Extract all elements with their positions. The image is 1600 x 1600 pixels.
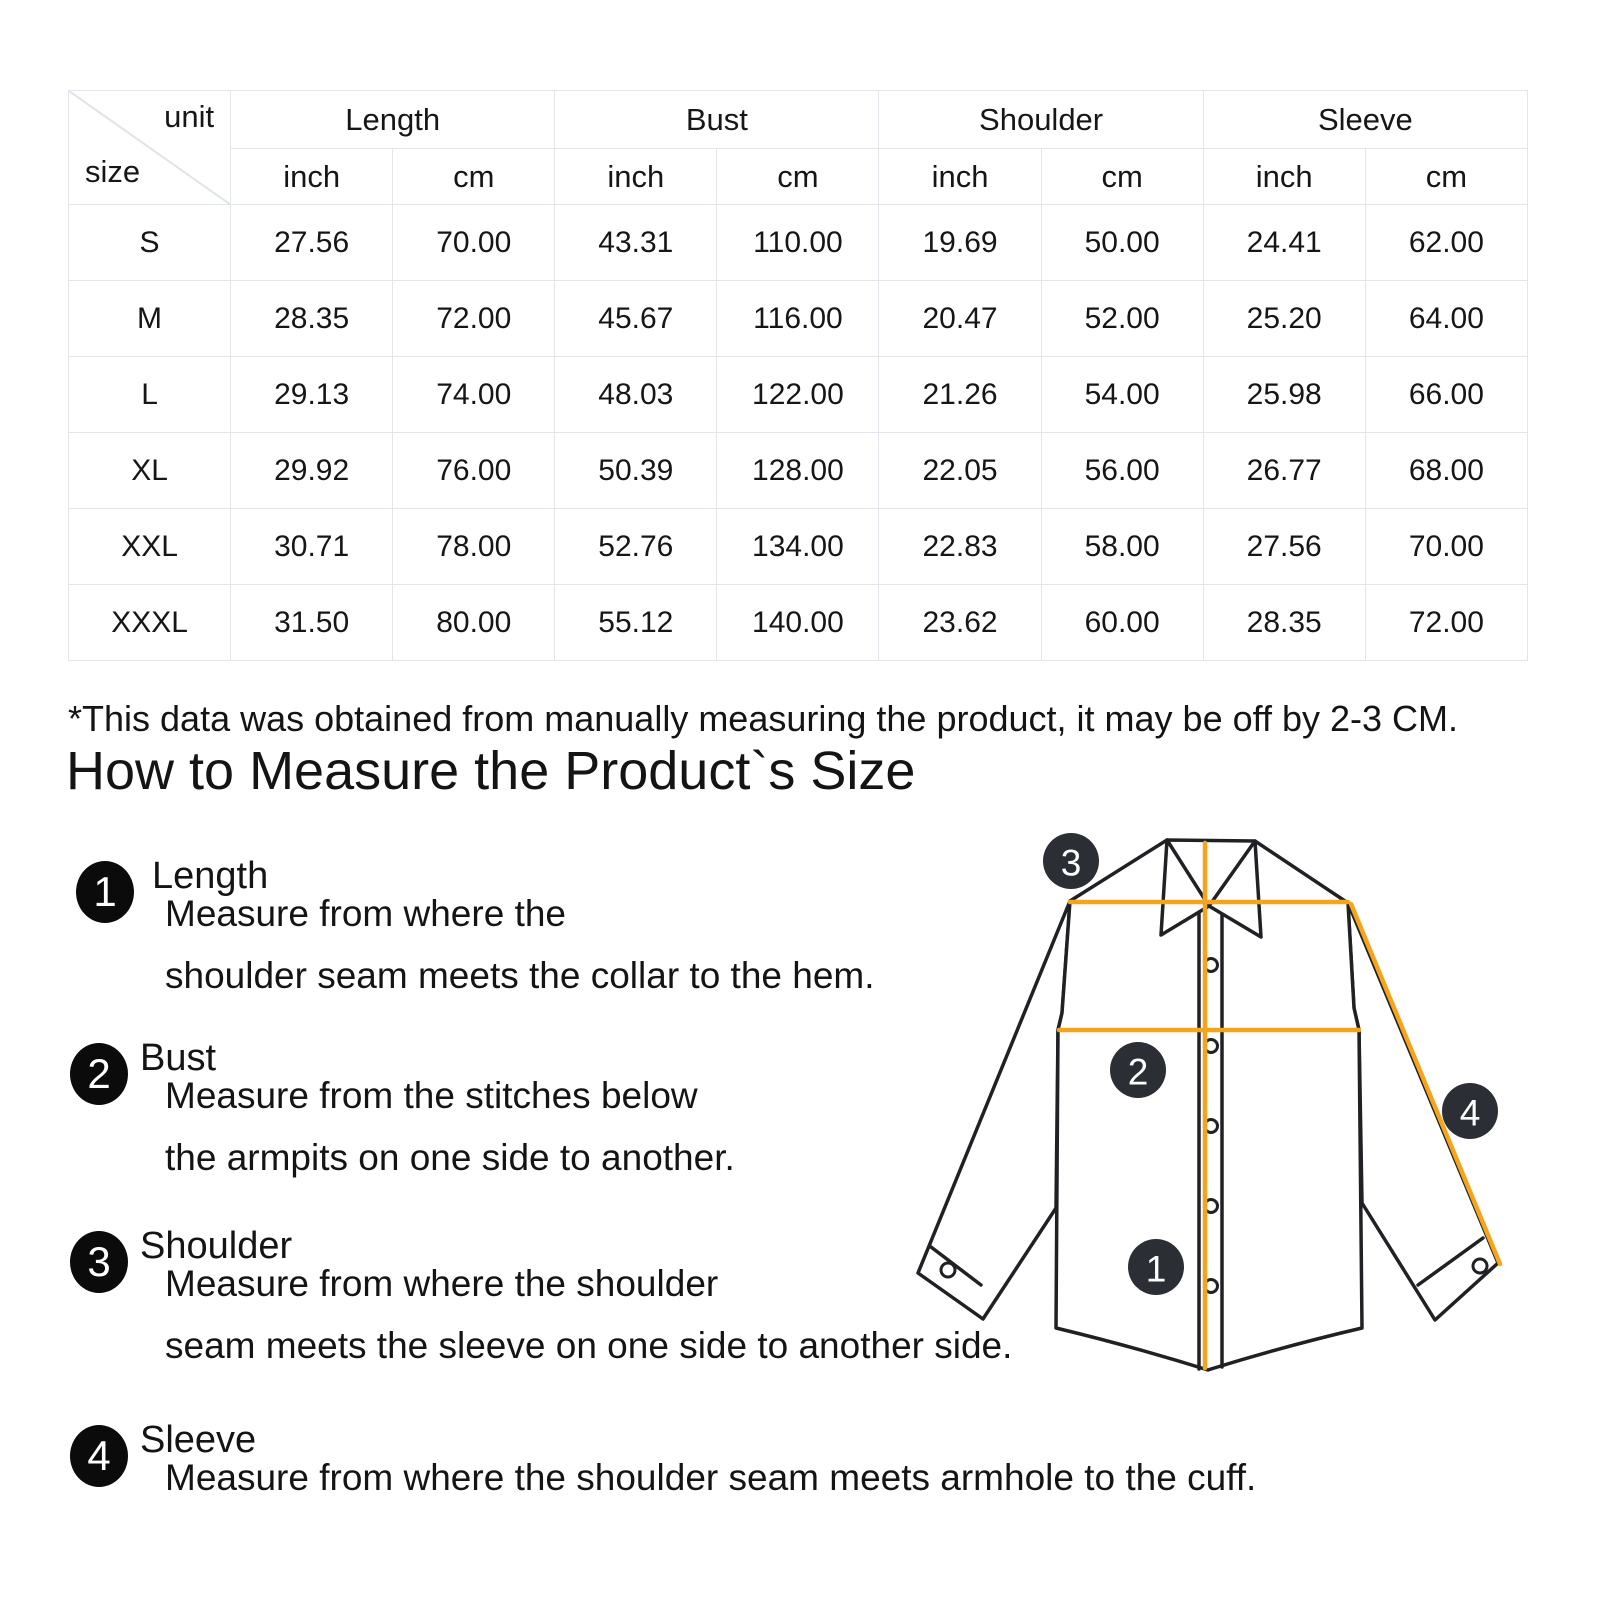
step-3-line-1: Measure from where the shoulder: [165, 1263, 719, 1304]
cell-value: 70.00: [1365, 509, 1527, 585]
cell-value: 62.00: [1365, 205, 1527, 281]
column-group-bust: Bust: [555, 91, 879, 149]
marker-4-number: 4: [1459, 1092, 1481, 1134]
cell-value: 22.05: [879, 433, 1041, 509]
size-label: S: [69, 205, 231, 281]
table-row: [69, 433, 1528, 509]
step-2-badge: [70, 1043, 128, 1105]
table-group-header-row: [69, 91, 1528, 149]
cell-value: 29.92: [231, 433, 393, 509]
step-4-badge: [70, 1425, 128, 1487]
table-unit-header-row: [69, 149, 1528, 205]
cell-value: 80.00: [393, 585, 555, 661]
size-label: L: [69, 357, 231, 433]
right-cuff-button: [1473, 1259, 1487, 1273]
cell-value: 50.00: [1041, 205, 1203, 281]
table-row: [69, 509, 1528, 585]
cell-value: 64.00: [1365, 281, 1527, 357]
cell-value: 60.00: [1041, 585, 1203, 661]
cell-value: 116.00: [717, 281, 879, 357]
cell-value: 68.00: [1365, 433, 1527, 509]
step-number: 1: [93, 868, 117, 915]
cell-value: 122.00: [717, 357, 879, 433]
cell-value: 29.13: [231, 357, 393, 433]
cell-value: 20.47: [879, 281, 1041, 357]
cell-value: 72.00: [1365, 585, 1527, 661]
size-chart-table: [68, 90, 1528, 661]
cell-value: 31.50: [231, 585, 393, 661]
subheader-inch: inch: [879, 149, 1041, 205]
shirt-diagram-svg: [893, 823, 1523, 1389]
cell-value: 24.41: [1203, 205, 1365, 281]
cell-value: 43.31: [555, 205, 717, 281]
step-2-line-1: Measure from the stitches below: [165, 1075, 698, 1116]
cell-value: 56.00: [1041, 433, 1203, 509]
cell-value: 22.83: [879, 509, 1041, 585]
marker-2-number: 2: [1127, 1051, 1149, 1093]
subheader-cm: cm: [393, 149, 555, 205]
cell-value: 23.62: [879, 585, 1041, 661]
table-row: [69, 585, 1528, 661]
marker-1-number: 1: [1145, 1248, 1167, 1290]
subheader-cm: cm: [1365, 149, 1527, 205]
table-row: [69, 281, 1528, 357]
cell-value: 54.00: [1041, 357, 1203, 433]
subheader-inch: inch: [1203, 149, 1365, 205]
cell-value: 78.00: [393, 509, 555, 585]
cell-value: 55.12: [555, 585, 717, 661]
cell-value: 134.00: [717, 509, 879, 585]
size-label: M: [69, 281, 231, 357]
measurement-disclaimer: *This data was obtained from manually measuring the product, it may be off by 2-3 CM.: [68, 698, 1459, 739]
step-1-title: Length: [152, 855, 269, 897]
cell-value: 19.69: [879, 205, 1041, 281]
corner-label-size: size: [85, 154, 141, 189]
cell-value: 74.00: [393, 357, 555, 433]
step-3-badge: [70, 1231, 128, 1293]
cell-value: 70.00: [393, 205, 555, 281]
column-group-shoulder: Shoulder: [879, 91, 1203, 149]
step-4-line-1: Measure from where the shoulder seam meets armhole to the cuff.: [165, 1457, 1257, 1498]
step-3-title: Shoulder: [140, 1225, 293, 1267]
step-2-title: Bust: [140, 1037, 217, 1079]
corner-label-unit: unit: [164, 99, 215, 134]
size-label: XL: [69, 433, 231, 509]
step-1-line-1: Measure from where the: [165, 893, 567, 934]
cell-value: 66.00: [1365, 357, 1527, 433]
table-row: [69, 205, 1528, 281]
subheader-cm: cm: [717, 149, 879, 205]
step-1-line-2: shoulder seam meets the collar to the hem.: [165, 955, 875, 996]
step-1-badge: [76, 861, 134, 923]
cell-value: 28.35: [231, 281, 393, 357]
corner-unit-size-cell: [69, 91, 231, 205]
size-label: XXXL: [69, 585, 231, 661]
section-heading: How to Measure the Product`s Size: [66, 741, 916, 801]
subheader-inch: inch: [555, 149, 717, 205]
cell-value: 21.26: [879, 357, 1041, 433]
cell-value: 52.76: [555, 509, 717, 585]
cell-value: 72.00: [393, 281, 555, 357]
cell-value: 52.00: [1041, 281, 1203, 357]
step-number: 3: [87, 1238, 111, 1285]
cell-value: 26.77: [1203, 433, 1365, 509]
cell-value: 76.00: [393, 433, 555, 509]
column-group-length: Length: [231, 91, 555, 149]
size-label: XXL: [69, 509, 231, 585]
cell-value: 110.00: [717, 205, 879, 281]
step-4-title: Sleeve: [140, 1419, 257, 1461]
cell-value: 58.00: [1041, 509, 1203, 585]
step-number: 4: [87, 1432, 111, 1479]
cell-value: 128.00: [717, 433, 879, 509]
left-cuff-button: [941, 1263, 955, 1277]
cell-value: 48.03: [555, 357, 717, 433]
marker-3-number: 3: [1060, 842, 1082, 884]
cell-value: 27.56: [231, 205, 393, 281]
column-group-sleeve: Sleeve: [1203, 91, 1527, 149]
cell-value: 27.56: [1203, 509, 1365, 585]
subheader-inch: inch: [231, 149, 393, 205]
cell-value: 45.67: [555, 281, 717, 357]
cell-value: 30.71: [231, 509, 393, 585]
cell-value: 50.39: [555, 433, 717, 509]
step-3-line-2: seam meets the sleeve on one side to another side.: [165, 1325, 1013, 1366]
cell-value: 28.35: [1203, 585, 1365, 661]
cell-value: 140.00: [717, 585, 879, 661]
step-number: 2: [87, 1050, 111, 1097]
shirt-measure-diagram: [893, 823, 1523, 1389]
cell-value: 25.98: [1203, 357, 1365, 433]
cell-value: 25.20: [1203, 281, 1365, 357]
subheader-cm: cm: [1041, 149, 1203, 205]
step-2-line-2: the armpits on one side to another.: [165, 1137, 735, 1178]
table-row: [69, 357, 1528, 433]
